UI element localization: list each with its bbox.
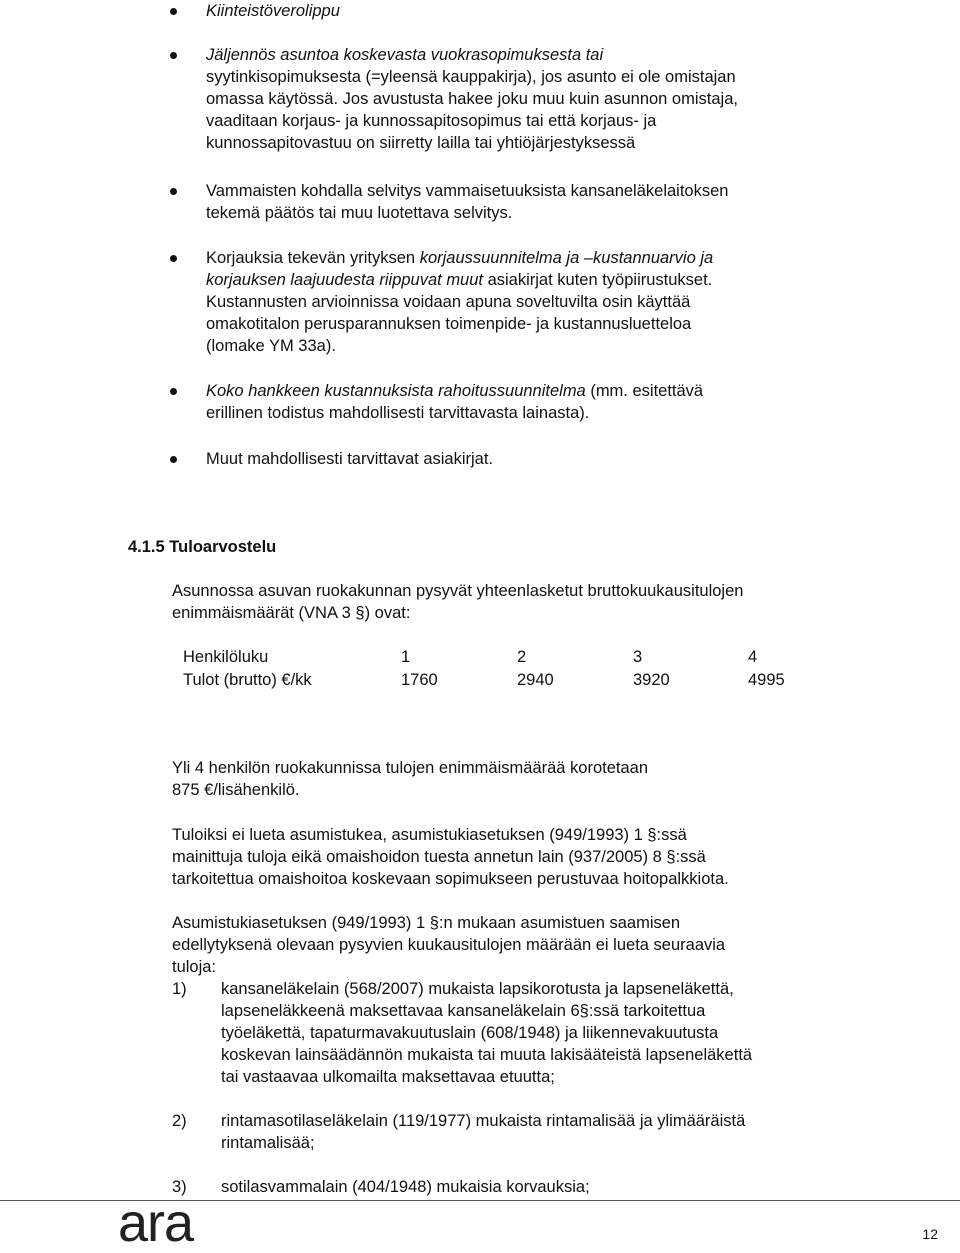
bullet-line [206,448,856,470]
bullet-line [206,132,856,154]
text: omakotitalon perusparannuksen toimenpide- ja kustannusluetteloa [206,315,692,333]
text: Vammaisten kohdalla selvitys vammaisetuuksista kansaneläkelaitoksen [206,182,729,200]
bullet-line [206,335,856,357]
table-cell: 1760 [401,671,438,689]
text: erillinen todistus mahdollisesti tarvittavasta lainasta). [206,404,590,422]
italic-text: korjaussuunnitelma ja –kustannuarvio ja [419,249,714,267]
bullet-line [206,380,856,402]
item-line: sotilasvammalain (404/1948) mukaisia korvauksia; [221,1178,590,1196]
bullet-line [206,110,856,132]
bullet-dot [170,456,177,463]
item-line: tai vastaavaa ulkomailta maksettavaa etuutta; [221,1068,555,1086]
italic-text: Koko hankkeen kustannuksista rahoitussuunnitelma [206,382,586,400]
bullet-line [206,247,856,269]
item-line: rintamalisää; [221,1134,315,1152]
paragraph-line: Tuloiksi ei lueta asumistukea, asumistukiasetuksen (949/1993) 1 §:ssä [172,826,687,844]
paragraph-line: tarkoitettua omaishoitoa koskevaan sopimukseen perustuvaa hoitopalkkiota. [172,870,729,888]
section-title: Tuloarvostelu [169,538,277,556]
item-number: 1) [172,980,187,998]
ara-logo: ara [118,1193,194,1253]
table-row-label: Tulot (brutto) €/kk [183,671,312,689]
numbered-list [172,978,872,1198]
intro-line: enimmäismäärät (VNA 3 §) ovat: [172,604,411,622]
text: (lomake YM 33a). [206,337,336,355]
table-cell: 1 [401,648,411,666]
text: vaaditaan korjaus- ja kunnossapitosopimus tai että korjaus- ja [206,112,657,130]
paragraph-line: mainittuja tuloja eikä omaishoidon tuesta annetun lain (937/2005) 8 §:ssä [172,848,706,866]
table-cell: 4995 [748,671,785,689]
intro-line: Asunnossa asuvan ruokakunnan pysyvät yhteenlasketut bruttokuukausitulojen [172,582,744,600]
table-cell: 3 [633,648,643,666]
italic-text: Kiinteistöverolippu [206,2,340,20]
text: Kustannusten arvioinnissa voidaan apuna soveltuvilta osin käyttää [206,293,691,311]
text: (mm. esitettävä [585,382,704,400]
text: omassa käytössä. Jos avustusta hakee joku muu kuin asunnon omistaja, [206,90,738,108]
bullet-dot [170,188,177,195]
paragraph [172,912,872,978]
item-line: kansaneläkelain (568/2007) mukaista lapsikorotusta ja lapseneläkettä, [221,980,734,998]
bullet-line [206,66,856,88]
bullet-dot [170,388,177,395]
paragraph-line: tuloja: [172,958,217,976]
bullet-dot [170,8,177,15]
section-heading [128,536,276,558]
bullet-line [206,44,856,66]
numbered-item [172,978,872,1088]
numbered-item [172,1110,872,1154]
text: Korjauksia tekevän yrityksen [206,249,420,267]
item-line: koskevan lainsäädännön mukaista tai muuta lakisääteistä lapseneläkettä [221,1046,753,1064]
item-line: rintamasotilaseläkelain (119/1977) mukaista rintamalisää ja ylimääräistä [221,1112,746,1130]
item-number: 3) [172,1178,187,1196]
table-cell: 3920 [633,671,670,689]
section-number: 4.1.5 [128,538,165,556]
paragraph-line: Asumistukiasetuksen (949/1993) 1 §:n mukaan asumistuen saamisen [172,914,681,932]
text: syytinkisopimuksesta (=yleensä kauppakirja), jos asunto ei ole omistajan [206,68,736,86]
paragraph-line: edellytyksenä olevaan pysyvien kuukausitulojen määrään ei lueta seuraavia [172,936,726,954]
text: asiakirjat kuten työpiirustukset. [483,271,713,289]
bullet-line [206,88,856,110]
page-number: 12 [922,1226,938,1242]
bullet-line [206,0,856,22]
bullet-dot [170,255,177,262]
bullet-line [206,313,856,335]
item-number: 2) [172,1112,187,1130]
item-line: työeläkettä, tapaturmavakuutuslain (608/1948) ja liikennevakuutusta [221,1024,719,1042]
numbered-item [172,1176,872,1198]
item-line: lapseneläkkeenä maksettavaa kansaneläkelain 6§:ssä tarkoitettua [221,1002,706,1020]
table-cell: 2940 [517,671,554,689]
italic-text: korjauksen laajuudesta riippuvat muut [206,271,483,289]
table-row-label: Henkilöluku [183,648,269,666]
bullet-line [206,291,856,313]
bullet-line [206,202,856,224]
bullet-line [206,402,856,424]
text: Muut mahdollisesti tarvittavat asiakirjat. [206,450,494,468]
table-cell: 2 [517,648,527,666]
paragraph-line: 875 €/lisähenkilö. [172,781,300,799]
text: kunnossapitovastuu on siirretty lailla tai yhtiöjärjestyksessä [206,134,636,152]
paragraph-line: Yli 4 henkilön ruokakunnissa tulojen enimmäismäärää korotetaan [172,759,649,777]
text: tekemä päätös tai muu luotettava selvitys. [206,204,513,222]
table-cell: 4 [748,648,758,666]
intro-paragraph [172,580,872,624]
paragraph [172,824,872,890]
bullet-dot [170,52,177,59]
bullet-line [206,269,856,291]
italic-text: Jäljennös asuntoa koskevasta vuokrasopimuksesta tai [206,46,604,64]
paragraph [172,757,872,801]
bullet-line [206,180,856,202]
